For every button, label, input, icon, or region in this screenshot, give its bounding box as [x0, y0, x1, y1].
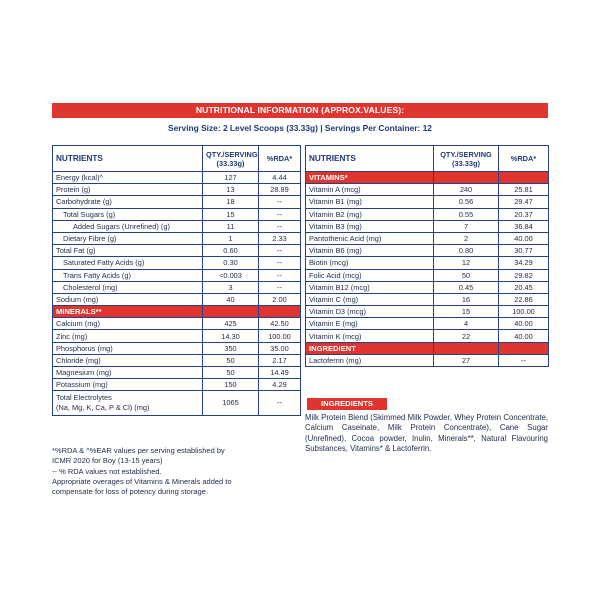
table-row — [306, 208, 549, 220]
nutrient-rda: 100.00 — [259, 330, 301, 342]
table-row — [53, 257, 301, 269]
nutrient-qty: 0.55 — [434, 208, 499, 220]
serving-info: Serving Size: 2 Level Scoops (33.33g) | Servings Per Container: 12 — [168, 123, 432, 133]
nutrient-name: Vitamin A (mcg) — [306, 184, 434, 196]
nutrient-rda: -- — [259, 245, 301, 257]
nutrients-header: NUTRIENTS — [306, 146, 434, 172]
table-row — [306, 245, 549, 257]
nutrient-name: Cholesterol (mg) — [53, 281, 203, 293]
nutrient-qty: 0.56 — [434, 196, 499, 208]
nutrient-qty: 0.80 — [434, 245, 499, 257]
nutrient-qty: 3 — [203, 281, 259, 293]
nutrient-name: Chloride (mg) — [53, 354, 203, 366]
vitamins-section — [306, 172, 549, 184]
table-row — [306, 354, 549, 366]
nutrient-name: Calcium (mg) — [53, 318, 203, 330]
nutrient-rda: -- — [259, 281, 301, 293]
table-row — [306, 330, 549, 342]
nutrient-name: Vitamin K (mcg) — [306, 330, 434, 342]
nutrients-header: NUTRIENTS — [53, 146, 203, 172]
table-row — [53, 281, 301, 293]
nutrient-qty: <0.003 — [203, 269, 259, 281]
qty-header — [203, 146, 259, 172]
section-blank — [499, 172, 549, 184]
nutrient-name: Dietary Fibre (g) — [53, 232, 203, 244]
table-row — [53, 293, 301, 305]
table-row — [306, 196, 549, 208]
nutrient-name: Magnesium (mg) — [53, 367, 203, 379]
nutrient-name: Added Sugars (Unrefined) (g) — [53, 220, 203, 232]
nutrient-name: Vitamin B3 (mg) — [306, 220, 434, 232]
nutrient-qty: 7 — [434, 220, 499, 232]
table-row — [53, 330, 301, 342]
table-row — [53, 220, 301, 232]
left-header-row — [53, 146, 301, 172]
nutrient-rda: -- — [259, 220, 301, 232]
electrolytes-line1: Total Electrolytes — [56, 393, 112, 403]
nutrient-qty: 350 — [203, 342, 259, 354]
nutrient-qty: 16 — [434, 293, 499, 305]
section-blank — [434, 342, 499, 354]
nutrient-qty: 150 — [203, 379, 259, 391]
table-row — [53, 269, 301, 281]
nutrient-rda: -- — [259, 257, 301, 269]
electrolytes-line2: (Na, Mg, K, Ca, P & Cl) (mg) — [56, 403, 150, 413]
nutrient-rda: 20.37 — [499, 208, 549, 220]
nutrient-rda: 35.00 — [259, 342, 301, 354]
section-blank — [499, 342, 549, 354]
right-table-body — [306, 172, 549, 367]
footnote-line: *%RDA & ^%EAR values per serving established by — [52, 446, 225, 455]
nutrient-rda: 4.29 — [259, 379, 301, 391]
nutrient-qty: 425 — [203, 318, 259, 330]
nutrient-qty: 15 — [203, 208, 259, 220]
nutrient-qty: 13 — [203, 184, 259, 196]
nutrient-qty: 0.60 — [203, 245, 259, 257]
table-row — [53, 354, 301, 366]
nutrient-rda: 22.86 — [499, 293, 549, 305]
qty-header-label: QTY./SERVING — [440, 149, 492, 159]
nutrient-qty: 11 — [203, 220, 259, 232]
nutrient-name: Vitamin B2 (mg) — [306, 208, 434, 220]
footnotes — [52, 446, 292, 497]
table-row — [53, 172, 301, 184]
nutrient-name: Vitamin B1 (mg) — [306, 196, 434, 208]
nutrient-qty: 15 — [434, 306, 499, 318]
nutrient-qty: 127 — [203, 172, 259, 184]
nutrient-rda: 100.00 — [499, 306, 549, 318]
section-blank — [203, 306, 259, 318]
left-nutrition-table — [52, 145, 301, 416]
nutrient-name: Total Fat (g) — [53, 245, 203, 257]
table-row — [53, 245, 301, 257]
nutrient-qty: 50 — [203, 354, 259, 366]
nutrient-qty: 50 — [203, 367, 259, 379]
qty-header-sub: (33.33g) — [452, 158, 480, 168]
nutrient-name: Biotin (mcg) — [306, 257, 434, 269]
nutrient-qty: 50 — [434, 269, 499, 281]
nutrient-rda: -- — [259, 208, 301, 220]
nutrient-qty: 0.45 — [434, 281, 499, 293]
nutrient-rda: 29.82 — [499, 269, 549, 281]
vitamins-section-label: VITAMINS* — [306, 172, 434, 184]
ingredient-section — [306, 342, 549, 354]
ingredients-label: INGREDIENTS — [307, 398, 387, 410]
footnote-line: ICMR 2020 for Boy (13-15 years) — [52, 456, 163, 466]
section-blank — [434, 172, 499, 184]
nutrient-rda: 40.00 — [499, 330, 549, 342]
qty-header — [434, 146, 499, 172]
nutrient-qty: 12 — [434, 257, 499, 269]
nutrient-name: Phosphorus (mg) — [53, 342, 203, 354]
left-table-body — [53, 172, 301, 416]
nutrient-name: Vitamin E (mg) — [306, 318, 434, 330]
footnote-line: compensate for loss of potency during storage. — [52, 487, 208, 497]
qty-header-label: QTY./SERVING — [206, 149, 258, 159]
nutrient-name: Pantothenic Acid (mg) — [306, 232, 434, 244]
nutrient-name: Vitamin B12 (mcg) — [306, 281, 434, 293]
table-row — [306, 306, 549, 318]
nutrient-name: Trans Fatty Acids (g) — [53, 269, 203, 281]
footnote-line: -- % RDA values not established. — [52, 466, 162, 476]
nutrient-qty: 27 — [434, 354, 499, 366]
electrolytes-qty: 1065 — [203, 391, 259, 416]
table-row — [306, 318, 549, 330]
nutrient-name: Saturated Fatty Acids (g) — [53, 257, 203, 269]
nutrient-rda: 29.47 — [499, 196, 549, 208]
nutrient-rda: -- — [259, 269, 301, 281]
table-row — [306, 293, 549, 305]
nutrient-rda: 2.00 — [259, 293, 301, 305]
nutrient-name: Energy (kcal)^ — [53, 172, 203, 184]
nutrient-name: Sodium (mg) — [53, 293, 203, 305]
qty-header-sub: (33.33g) — [216, 158, 245, 168]
right-nutrition-table — [305, 145, 549, 367]
nutrient-name: Total Sugars (g) — [53, 208, 203, 220]
nutrient-name: Lactoferrin (mg) — [306, 354, 434, 366]
nutrient-name: Vitamin D3 (mcg) — [306, 306, 434, 318]
nutrient-name: Zinc (mg) — [53, 330, 203, 342]
ingredients-text: Milk Protein Blend (Skimmed Milk Powder, Whey Protein Concentrate, Calcium Caseinate, Milk Protein Concentrate), Cane Sugar (Unrefined), Cocoa powder, Inulin, Minerals**, Natural Flavouring Substances, Vitamins* & Lactoferrin. — [305, 413, 548, 454]
table-row — [306, 232, 549, 244]
nutrient-rda: 36.84 — [499, 220, 549, 232]
nutrient-rda: 20.45 — [499, 281, 549, 293]
nutrient-qty: 240 — [434, 184, 499, 196]
nutrient-rda: 34.29 — [499, 257, 549, 269]
table-row — [53, 208, 301, 220]
nutrient-rda: 2.33 — [259, 232, 301, 244]
nutrient-rda: 4.44 — [259, 172, 301, 184]
table-row — [53, 342, 301, 354]
nutrient-name: Vitamin C (mg) — [306, 293, 434, 305]
right-header-row — [306, 146, 549, 172]
nutrient-qty: 18 — [203, 196, 259, 208]
table-row — [53, 391, 301, 416]
nutrient-rda: 14.49 — [259, 367, 301, 379]
nutrient-qty: 4 — [434, 318, 499, 330]
footnote-line: Appropriate overages of Vitamins & Minerals added to — [52, 476, 232, 486]
electrolytes-name — [53, 391, 203, 416]
nutrient-qty: 14.30 — [203, 330, 259, 342]
nutrient-name: Potassium (mg) — [53, 379, 203, 391]
nutrient-rda: 30.77 — [499, 245, 549, 257]
table-row — [306, 269, 549, 281]
rda-header: %RDA* — [499, 146, 549, 172]
nutrient-rda: -- — [499, 354, 549, 366]
table-row — [306, 257, 549, 269]
table-row — [306, 220, 549, 232]
table-row — [53, 367, 301, 379]
ingredient-section-label: INGREDIENT — [306, 342, 434, 354]
nutrient-name: Protein (g) — [53, 184, 203, 196]
nutrient-name: Folic Acid (mcg) — [306, 269, 434, 281]
nutrient-rda: 25.81 — [499, 184, 549, 196]
table-row — [306, 281, 549, 293]
nutrient-rda: 40.00 — [499, 318, 549, 330]
nutrition-banner: NUTRITIONAL INFORMATION (APPROX.VALUES): — [52, 103, 548, 118]
nutrient-rda: 2.17 — [259, 354, 301, 366]
nutrient-name: Carbohydrate (g) — [53, 196, 203, 208]
section-blank — [259, 306, 301, 318]
table-row — [53, 379, 301, 391]
nutrient-qty: 40 — [203, 293, 259, 305]
nutrient-qty: 2 — [434, 232, 499, 244]
nutrient-qty: 1 — [203, 232, 259, 244]
nutrient-qty: 22 — [434, 330, 499, 342]
minerals-section — [53, 306, 301, 318]
electrolytes-rda: -- — [259, 391, 301, 416]
nutrient-rda: 42.50 — [259, 318, 301, 330]
table-row — [306, 184, 549, 196]
nutrient-rda: 40.00 — [499, 232, 549, 244]
table-row — [53, 196, 301, 208]
nutrient-rda: 28.89 — [259, 184, 301, 196]
nutrient-name: Vitamin B6 (mg) — [306, 245, 434, 257]
table-row — [53, 184, 301, 196]
table-row — [53, 232, 301, 244]
rda-header: %RDA* — [259, 146, 301, 172]
table-row — [53, 318, 301, 330]
nutrient-qty: 0.30 — [203, 257, 259, 269]
nutrient-rda: -- — [259, 196, 301, 208]
minerals-section-label: MINERALS** — [53, 306, 203, 318]
